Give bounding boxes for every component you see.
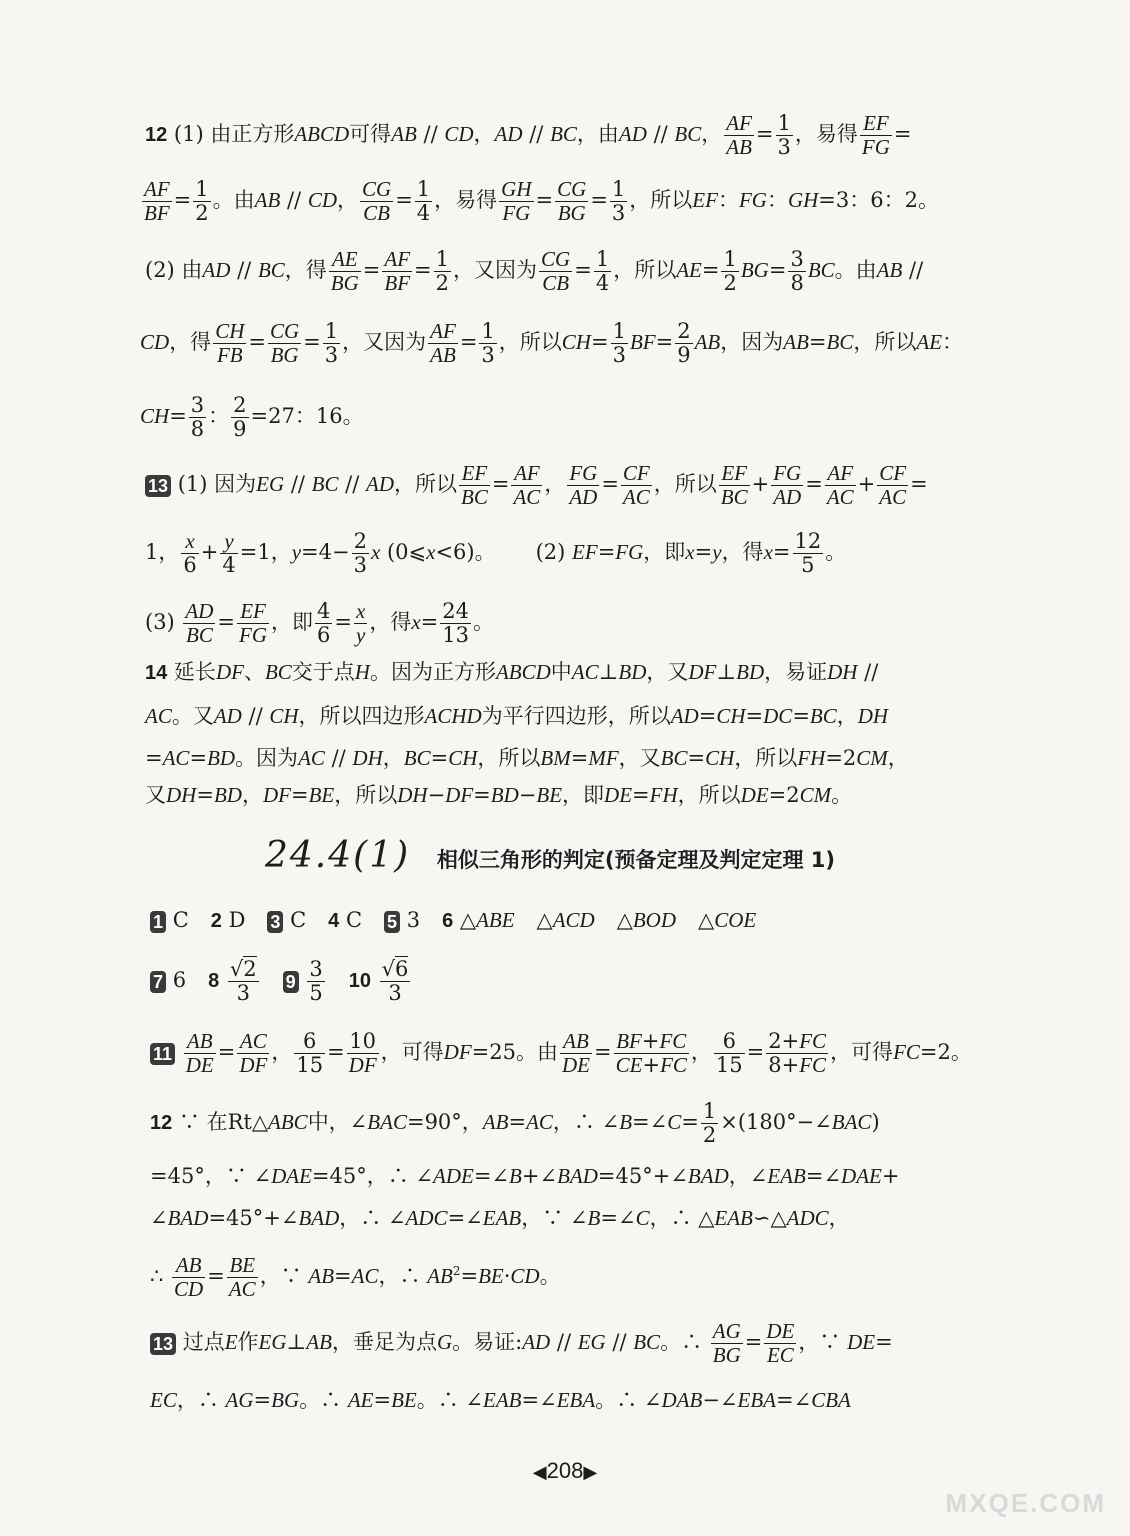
text-line: CH= $\frac{3}{8}$ ： $\frac{2}{9}$ =27：16。 — [140, 393, 364, 442]
text-line: ∠BAD=45°+∠BAD，∴ ∠ADC=∠EAB，∵ ∠B=∠C，∴ △EAB∽△ADC， — [150, 1206, 850, 1230]
text-line: AC。又AD // CH，所以四边形ACHD为平行四边形，所以AD=CH=DC=BC，DH — [145, 704, 889, 728]
section-number: 24.4(1) — [265, 835, 411, 876]
text-line: 12 ∵ 在Rt△ABC中，∠BAC=90°，AB=AC，∴ ∠B=∠C= $\frac{1}{2}$ ×(180°−∠BAC) — [150, 1099, 880, 1148]
text-line: (3) $\frac{AD}{BC}$ = $\frac{EF}{FG}$ ，即 $\frac{4}{6}$ = $\frac{x}{y}$ ，得x= $\frac{24}{13}$ 。 — [145, 599, 495, 648]
text-line: CD，得 $\frac{CH}{FB}$ = $\frac{CG}{BG}$ = $\frac{1}{3}$ ，又因为 $\frac{AF}{AB}$ = $\frac{1}{3}$ ，所以CH= $\frac{1}{3}$ BF= $\frac{2}{9}$ AB，因为AB=BC，所以AE： — [140, 319, 964, 368]
watermark: MXQE.COM — [945, 1488, 1106, 1518]
left-triangle-icon: ◀ — [532, 1462, 547, 1482]
text-line: =AC=BD。因为AC // DH，BC=CH，所以BM=MF，又BC=CH，所以FH=2CM， — [145, 746, 909, 770]
text-line: 11 $\frac{AB}{DE}$ = $\frac{AC}{DF}$ ， $\frac{6}{15}$ = $\frac{10}{DF}$ ，可得DF=25。由 $\frac{AB}{DE}$ = $\frac{BF+FC}{CE+FC}$ ， $\frac{6}{15}$ = $\frac{2+FC}{8+FC}$ ，可得FC=2。 — [150, 1030, 1130, 1077]
text-line: 13 (1) 因为EG // BC // AD，所以 $\frac{EF}{BC}$ = $\frac{AF}{AC}$ ， $\frac{FG}{AD}$ = $\frac{CF}{AC}$ ，所以 $\frac{EF}{BC}$ + $\frac{FG}{AD}$ = $\frac{AF}{AC}$ + $\frac{CF}{AC}$ = — [145, 462, 1130, 509]
text-line: =45°，∵ ∠DAE=45°，∴ ∠ADE=∠B+∠BAD=45°+∠BAD，∠EAB=∠DAE+ — [150, 1164, 900, 1188]
text-line: 1 C 2 D 3 C 4 C 5 3 6 △ABE △ACD △BOD △COE — [150, 910, 1130, 933]
text-line: (2) 由AD // BC，得 $\frac{AE}{BG}$ = $\frac{AF}{BF}$ = $\frac{1}{2}$ ，又因为 $\frac{CG}{CB}$ = $\frac{1}{4}$ ，所以AE= $\frac{1}{2}$ BG= $\frac{3}{8}$ BC。由AB // — [145, 247, 924, 296]
text-line: EC，∴ AG=BG。∴ AE=BE。∴ ∠EAB=∠EBA。∴ ∠DAB−∠EBA=∠CBA — [150, 1388, 851, 1412]
right-triangle-icon: ▶ — [583, 1462, 598, 1482]
text-line: 12 (1) 由正方形ABCD可得AB // CD，AD // BC，由AD // BC， $\frac{AF}{AB}$ = $\frac{1}{3}$ ，易得 $\frac{EF}{FG}$ = — [145, 111, 912, 160]
text-line: 又DH=BD，DF=BE，所以DH−DF=BD−BE，即DE=FH，所以DE=2CM。 — [145, 783, 853, 807]
text-line: 14 延长DF、BC交于点H。因为正方形ABCD中AC⊥BD，又DF⊥BD，易证DH // — [145, 660, 879, 684]
section-title: 相似三角形的判定(预备定理及判定定理 1) — [436, 848, 835, 872]
text-line: $\frac{AF}{BF}$ = $\frac{1}{2}$ 。由AB // CD， $\frac{CG}{CB}$ = $\frac{1}{4}$ ，易得 $\frac{GH}{FG}$ = $\frac{CG}{BG}$ = $\frac{1}{3}$ ，所以EF：FG：GH=3：6：2。 — [144, 177, 939, 226]
text-line: 1， $\frac{x}{6}$ + $\frac{y}{4}$ =1，y=4− $\frac{2}{3}$ x (0⩽x<6)。 (2) EF=FG，即x=y，得x= $\frac{12}{5}$ 。 — [145, 529, 847, 578]
section-heading — [265, 835, 1130, 876]
text-line: ∴ $\frac{AB}{CD}$ = $\frac{BE}{AC}$ ，∵ AB=AC，∴ $AB^2=BE\cdot CD$。 — [150, 1253, 561, 1302]
text-line: 7 6 8 $\frac{√2}{3}$ 9 $\frac{3}{5}$ 10 $\frac{√6}{3}$ — [150, 958, 1130, 1005]
text-line: 13 过点E作EG⊥AB，垂足为点G。易证:AD // EG // BC。∴ $\frac{AG}{BG}$ = $\frac{DE}{EC}$ ，∵ DE= — [150, 1320, 1130, 1367]
page-number: ◀208▶ — [532, 1458, 598, 1483]
